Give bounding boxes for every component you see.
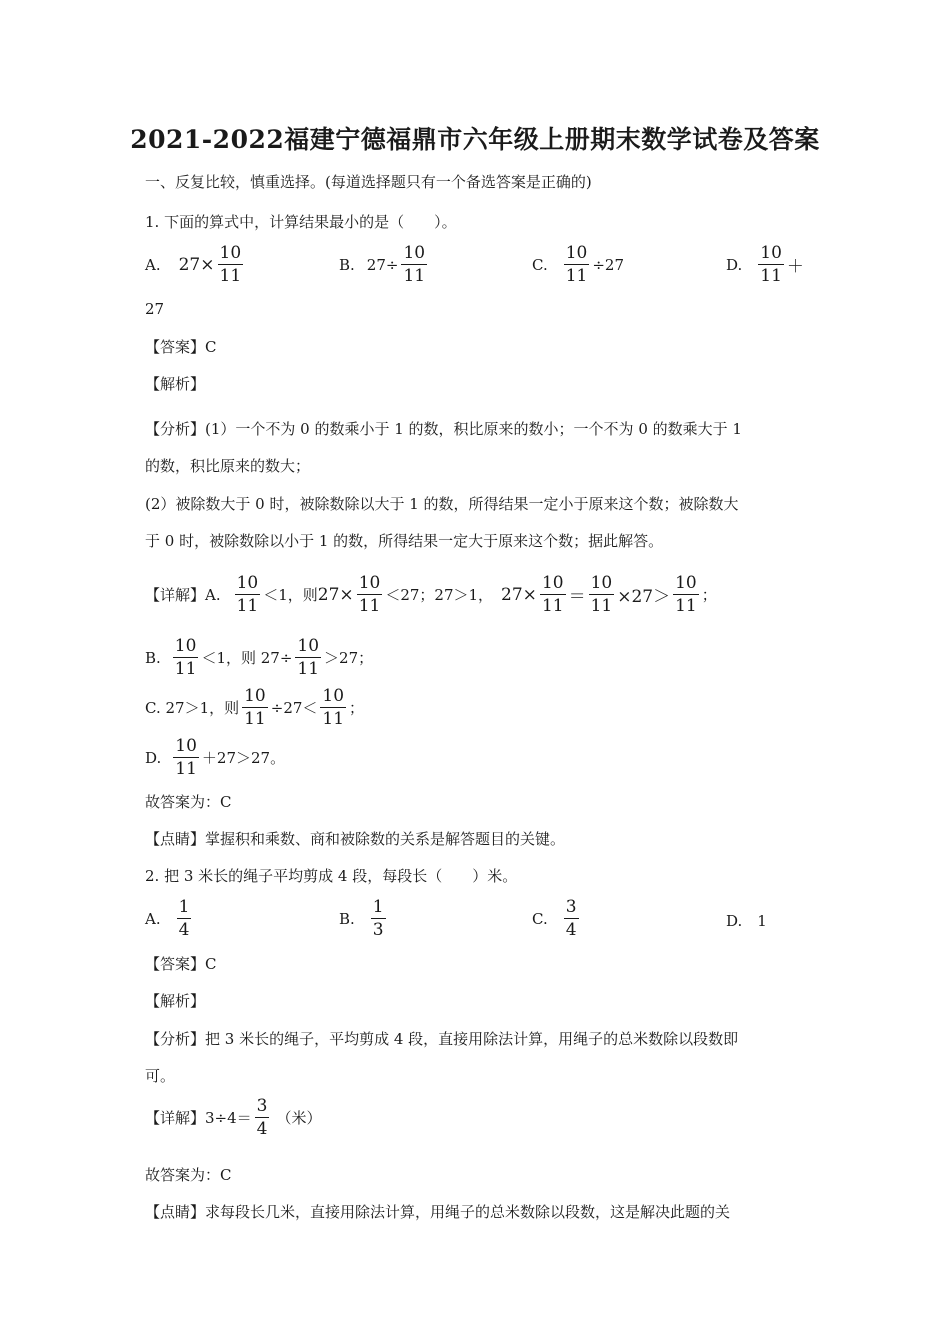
fraction [235,573,261,616]
q1-option-d [726,243,804,286]
denominator: 11 [244,709,266,729]
numerator: 10 [590,573,613,593]
fraction [173,636,199,679]
numerator: 10 [541,573,564,593]
option-label: B. [339,909,355,928]
detail-text: ＜1，则 27÷ [201,649,293,667]
denominator: 11 [541,596,564,616]
q2-analysis-line-2: 可。 [145,1067,176,1085]
detail-text: 27× [501,584,537,605]
fraction [371,897,386,940]
denominator: 11 [322,709,345,729]
q2-option-c [532,897,582,940]
detail-text: ； [701,586,717,604]
fraction [564,897,579,940]
fraction [242,686,268,729]
fraction [401,243,427,286]
q1-detail-c [145,686,364,729]
numerator: 1 [178,897,190,917]
q1-comment: 【点睛】掌握积和乘数、商和被除数的关系是解答题目的关键。 [145,830,566,848]
option-label: C. [532,909,548,928]
q1-analysis-line-2: 的数，积比原来的数大； [145,457,311,475]
detail-text: D. [145,748,162,767]
q1-option-d-wrap: 27 [145,300,165,318]
option-text: 27÷ [366,255,399,274]
denominator: 11 [590,596,613,616]
option-text: ＋ [786,257,804,277]
option-text: 27× [178,254,215,275]
detail-text: ； [349,699,365,717]
q1-analysis-line-1: 【分析】(1）一个不为 0 的数乘小于 1 的数，积比原来的数小；一个不为 0 的数乘大于 1 [145,420,742,438]
numerator: 10 [244,686,266,706]
denominator: 11 [174,659,197,679]
numerator: 10 [675,573,697,593]
denominator: 11 [675,596,697,616]
numerator: 10 [565,243,588,263]
detail-text: ×27＞ [617,587,671,607]
q1-detail-d [145,736,285,779]
fraction [295,636,321,679]
fraction [758,243,784,286]
denominator: 11 [236,596,259,616]
q2-analysis-heading: 【解析】 [145,992,206,1010]
q2-comment: 【点睛】求每段长几米，直接用除法计算，用绳子的总米数除以段数，这是解决此题的关 [145,1203,731,1221]
option-label: D. [726,255,743,274]
fraction [357,573,383,616]
detail-text: ＞27； [324,649,374,667]
q1-stem: 1. 下面的算式中，计算结果最小的是（ ）。 [145,213,457,231]
numerator: 10 [236,573,259,593]
q1-analysis-line-4: 于 0 时，被除数除以小于 1 的数，所得结果一定大于原来这个数；据此解答。 [145,532,664,550]
fraction [173,736,199,779]
denominator: 11 [565,266,588,286]
detail-text: 27× [317,584,354,605]
fraction [673,573,699,616]
document-title: 2021-2022福建宁德福鼎市六年级上册期末数学试卷及答案 [130,125,820,154]
fraction [540,573,566,616]
denominator: 11 [219,266,242,286]
detail-text: ＜27；27＞1， [385,586,494,604]
detail-text: ÷27＜ [270,699,318,717]
q1-conclusion: 故答案为：C [145,793,232,811]
numerator: 3 [256,1096,268,1116]
denominator: 3 [372,920,384,940]
denominator: 11 [175,759,197,779]
fraction [589,573,615,616]
numerator: 10 [174,636,197,656]
numerator: 10 [760,243,782,263]
numerator: 10 [175,736,197,756]
detail-text: C. 27＞1，则 [145,699,240,717]
q1-answer: 【答案】C [145,338,217,356]
q2-option-a [145,897,194,940]
q1-detail-b [145,636,373,679]
denominator: 11 [297,659,320,679]
denominator: 4 [565,920,577,940]
q2-analysis-line-1: 【分析】把 3 米长的绳子，平均剪成 4 段，直接用除法计算，用绳子的总米数除以段数即 [145,1030,739,1048]
detail-text: （米） [276,1109,322,1127]
fraction [564,243,590,286]
numerator: 10 [322,686,345,706]
numerator: 10 [297,636,320,656]
numerator: 3 [565,897,577,917]
detail-text: ＋27＞27。 [201,749,286,767]
numerator: 10 [403,243,426,263]
q2-detail [145,1096,322,1139]
option-label: B. [339,255,355,274]
detail-text: ＜1，则 [263,586,318,604]
fraction [218,243,244,286]
denominator: 11 [760,266,782,286]
detail-text: B. [145,648,161,667]
q1-option-a [145,243,246,286]
numerator: 10 [219,243,242,263]
q1-option-b [339,243,430,286]
q1-analysis-heading: 【解析】 [145,375,206,393]
option-text: ÷27 [592,255,625,274]
denominator: 11 [403,266,426,286]
denominator: 4 [256,1119,268,1139]
denominator: 4 [178,920,190,940]
q1-detail-a [145,573,717,616]
q2-stem: 2. 把 3 米长的绳子平均剪成 4 段，每段长（ ）米。 [145,867,518,885]
option-label: A. [145,255,161,274]
section-heading: 一、反复比较，慎重选择。(每道选择题只有一个备选答案是正确的) [145,173,592,191]
q2-conclusion: 故答案为：C [145,1166,232,1184]
denominator: 11 [358,596,381,616]
q1-analysis-line-3: (2）被除数大于 0 时，被除数除以大于 1 的数，所得结果一定小于原来这个数；被除数大 [145,495,739,513]
q2-option-b [339,897,389,940]
q2-option-d: D. 1 [726,912,767,930]
option-label: A. [145,909,161,928]
numerator: 10 [358,573,381,593]
fraction [320,686,346,729]
fraction [255,1096,270,1139]
detail-text: 【详解】3÷4＝ [145,1109,252,1127]
numerator: 1 [372,897,384,917]
fraction [177,897,192,940]
detail-text: ＝ [568,587,586,607]
q2-answer: 【答案】C [145,955,217,973]
q1-option-c [532,243,624,286]
detail-text: 【详解】A. [145,586,221,604]
option-label: C. [532,255,548,274]
